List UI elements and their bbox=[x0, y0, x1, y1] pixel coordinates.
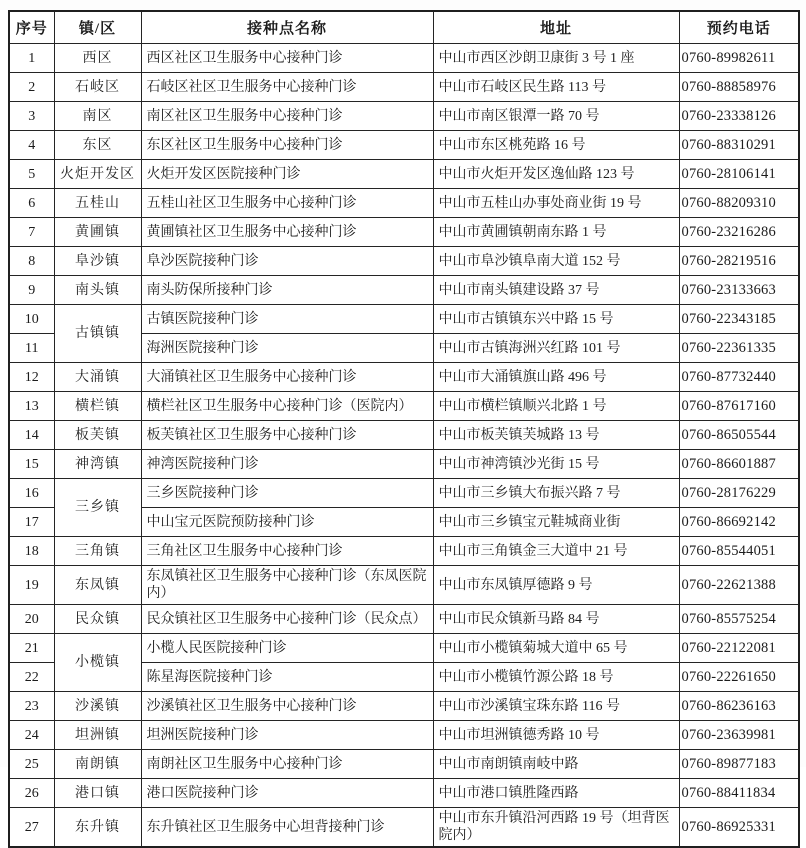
row-number-cell: 4 bbox=[9, 131, 54, 160]
address-cell: 中山市横栏镇顺兴北路 1 号 bbox=[433, 392, 679, 421]
town-cell: 港口镇 bbox=[54, 779, 141, 808]
header-cell-index: 序号 bbox=[9, 11, 54, 44]
address-cell: 中山市小榄镇菊城大道中 65 号 bbox=[433, 634, 679, 663]
site-name-cell: 小榄人民医院接种门诊 bbox=[141, 634, 433, 663]
phone-cell: 0760-23639981 bbox=[679, 721, 799, 750]
town-cell: 西区 bbox=[54, 44, 141, 73]
phone-cell: 0760-88411834 bbox=[679, 779, 799, 808]
row-number-cell: 27 bbox=[9, 808, 54, 848]
address-cell: 中山市东凤镇厚德路 9 号 bbox=[433, 566, 679, 605]
header-cell-address: 地址 bbox=[433, 11, 679, 44]
phone-cell: 0760-88858976 bbox=[679, 73, 799, 102]
phone-cell: 0760-28106141 bbox=[679, 160, 799, 189]
table-header bbox=[9, 11, 799, 44]
site-name-cell: 黄圃镇社区卫生服务中心接种门诊 bbox=[141, 218, 433, 247]
address-cell: 中山市南头镇建设路 37 号 bbox=[433, 276, 679, 305]
phone-cell: 0760-86505544 bbox=[679, 421, 799, 450]
row-number-cell: 6 bbox=[9, 189, 54, 218]
phone-cell: 0760-28176229 bbox=[679, 479, 799, 508]
address-cell: 中山市三乡镇宝元鞋城商业街 bbox=[433, 508, 679, 537]
town-cell: 黄圃镇 bbox=[54, 218, 141, 247]
site-name-cell: 五桂山社区卫生服务中心接种门诊 bbox=[141, 189, 433, 218]
phone-cell: 0760-22261650 bbox=[679, 663, 799, 692]
phone-cell: 0760-89982611 bbox=[679, 44, 799, 73]
address-cell: 中山市东区桃苑路 16 号 bbox=[433, 131, 679, 160]
address-cell: 中山市石岐区民生路 113 号 bbox=[433, 73, 679, 102]
town-cell: 三角镇 bbox=[54, 537, 141, 566]
site-name-cell: 南头防保所接种门诊 bbox=[141, 276, 433, 305]
address-cell: 中山市黄圃镇朝南东路 1 号 bbox=[433, 218, 679, 247]
row-number-cell: 19 bbox=[9, 566, 54, 605]
site-name-cell: 古镇医院接种门诊 bbox=[141, 305, 433, 334]
table-row bbox=[9, 779, 799, 808]
town-cell: 古镇镇 bbox=[54, 305, 141, 363]
phone-cell: 0760-87732440 bbox=[679, 363, 799, 392]
table-row bbox=[9, 189, 799, 218]
row-number-cell: 22 bbox=[9, 663, 54, 692]
town-cell: 东凤镇 bbox=[54, 566, 141, 605]
address-cell: 中山市五桂山办事处商业街 19 号 bbox=[433, 189, 679, 218]
row-number-cell: 13 bbox=[9, 392, 54, 421]
row-number-cell: 17 bbox=[9, 508, 54, 537]
header-row bbox=[9, 11, 799, 44]
town-cell: 阜沙镇 bbox=[54, 247, 141, 276]
phone-cell: 0760-23338126 bbox=[679, 102, 799, 131]
town-cell: 南头镇 bbox=[54, 276, 141, 305]
site-name-cell: 板芙镇社区卫生服务中心接种门诊 bbox=[141, 421, 433, 450]
row-number-cell: 3 bbox=[9, 102, 54, 131]
table-row bbox=[9, 305, 799, 334]
row-number-cell: 21 bbox=[9, 634, 54, 663]
phone-cell: 0760-86601887 bbox=[679, 450, 799, 479]
site-name-cell: 横栏社区卫生服务中心接种门诊（医院内） bbox=[141, 392, 433, 421]
table-row bbox=[9, 605, 799, 634]
site-name-cell: 沙溪镇社区卫生服务中心接种门诊 bbox=[141, 692, 433, 721]
town-cell: 坦洲镇 bbox=[54, 721, 141, 750]
table-row bbox=[9, 276, 799, 305]
phone-cell: 0760-22621388 bbox=[679, 566, 799, 605]
address-cell: 中山市小榄镇竹源公路 18 号 bbox=[433, 663, 679, 692]
address-cell: 中山市东升镇沿河西路 19 号（坦背医院内） bbox=[433, 808, 679, 848]
table-row bbox=[9, 247, 799, 276]
town-cell: 小榄镇 bbox=[54, 634, 141, 692]
address-cell: 中山市大涌镇旗山路 496 号 bbox=[433, 363, 679, 392]
town-cell: 五桂山 bbox=[54, 189, 141, 218]
phone-cell: 0760-86925331 bbox=[679, 808, 799, 848]
row-number-cell: 14 bbox=[9, 421, 54, 450]
site-name-cell: 陈星海医院接种门诊 bbox=[141, 663, 433, 692]
table-row bbox=[9, 218, 799, 247]
address-cell: 中山市阜沙镇阜南大道 152 号 bbox=[433, 247, 679, 276]
row-number-cell: 9 bbox=[9, 276, 54, 305]
table-row bbox=[9, 73, 799, 102]
site-name-cell: 东升镇社区卫生服务中心坦背接种门诊 bbox=[141, 808, 433, 848]
site-name-cell: 港口医院接种门诊 bbox=[141, 779, 433, 808]
row-number-cell: 10 bbox=[9, 305, 54, 334]
header-cell-town: 镇/区 bbox=[54, 11, 141, 44]
row-number-cell: 5 bbox=[9, 160, 54, 189]
site-name-cell: 南朗社区卫生服务中心接种门诊 bbox=[141, 750, 433, 779]
table-row bbox=[9, 566, 799, 605]
table-row bbox=[9, 479, 799, 508]
town-cell: 石岐区 bbox=[54, 73, 141, 102]
address-cell: 中山市神湾镇沙光街 15 号 bbox=[433, 450, 679, 479]
row-number-cell: 12 bbox=[9, 363, 54, 392]
address-cell: 中山市南朗镇南岐中路 bbox=[433, 750, 679, 779]
site-name-cell: 坦洲医院接种门诊 bbox=[141, 721, 433, 750]
town-cell: 火炬开发区 bbox=[54, 160, 141, 189]
table-row bbox=[9, 692, 799, 721]
phone-cell: 0760-23216286 bbox=[679, 218, 799, 247]
site-name-cell: 大涌镇社区卫生服务中心接种门诊 bbox=[141, 363, 433, 392]
site-name-cell: 神湾医院接种门诊 bbox=[141, 450, 433, 479]
address-cell: 中山市西区沙朗卫康街 3 号 1 座 bbox=[433, 44, 679, 73]
row-number-cell: 20 bbox=[9, 605, 54, 634]
address-cell: 中山市古镇海洲兴红路 101 号 bbox=[433, 334, 679, 363]
site-name-cell: 南区社区卫生服务中心接种门诊 bbox=[141, 102, 433, 131]
site-name-cell: 民众镇社区卫生服务中心接种门诊（民众点） bbox=[141, 605, 433, 634]
address-cell: 中山市南区银潭一路 70 号 bbox=[433, 102, 679, 131]
address-cell: 中山市三角镇金三大道中 21 号 bbox=[433, 537, 679, 566]
address-cell: 中山市三乡镇大布振兴路 7 号 bbox=[433, 479, 679, 508]
phone-cell: 0760-23133663 bbox=[679, 276, 799, 305]
town-cell: 三乡镇 bbox=[54, 479, 141, 537]
town-cell: 横栏镇 bbox=[54, 392, 141, 421]
site-name-cell: 西区社区卫生服务中心接种门诊 bbox=[141, 44, 433, 73]
address-cell: 中山市民众镇新马路 84 号 bbox=[433, 605, 679, 634]
phone-cell: 0760-88310291 bbox=[679, 131, 799, 160]
address-cell: 中山市沙溪镇宝珠东路 116 号 bbox=[433, 692, 679, 721]
site-name-cell: 三乡医院接种门诊 bbox=[141, 479, 433, 508]
table-row bbox=[9, 363, 799, 392]
site-name-cell: 海洲医院接种门诊 bbox=[141, 334, 433, 363]
row-number-cell: 2 bbox=[9, 73, 54, 102]
table-row bbox=[9, 808, 799, 848]
phone-cell: 0760-86236163 bbox=[679, 692, 799, 721]
site-name-cell: 东凤镇社区卫生服务中心接种门诊（东凤医院内） bbox=[141, 566, 433, 605]
town-cell: 大涌镇 bbox=[54, 363, 141, 392]
table-row bbox=[9, 634, 799, 663]
site-name-cell: 三角社区卫生服务中心接种门诊 bbox=[141, 537, 433, 566]
table-row bbox=[9, 44, 799, 73]
table-body bbox=[9, 44, 799, 848]
site-name-cell: 石岐区社区卫生服务中心接种门诊 bbox=[141, 73, 433, 102]
row-number-cell: 1 bbox=[9, 44, 54, 73]
town-cell: 东升镇 bbox=[54, 808, 141, 848]
town-cell: 沙溪镇 bbox=[54, 692, 141, 721]
table-row bbox=[9, 160, 799, 189]
row-number-cell: 16 bbox=[9, 479, 54, 508]
phone-cell: 0760-89877183 bbox=[679, 750, 799, 779]
site-name-cell: 火炬开发区医院接种门诊 bbox=[141, 160, 433, 189]
town-cell: 东区 bbox=[54, 131, 141, 160]
header-cell-phone: 预约电话 bbox=[679, 11, 799, 44]
table-row bbox=[9, 450, 799, 479]
town-cell: 南区 bbox=[54, 102, 141, 131]
table-row bbox=[9, 102, 799, 131]
phone-cell: 0760-85544051 bbox=[679, 537, 799, 566]
row-number-cell: 7 bbox=[9, 218, 54, 247]
address-cell: 中山市火炬开发区逸仙路 123 号 bbox=[433, 160, 679, 189]
town-cell: 板芙镇 bbox=[54, 421, 141, 450]
table-row bbox=[9, 131, 799, 160]
phone-cell: 0760-88209310 bbox=[679, 189, 799, 218]
row-number-cell: 26 bbox=[9, 779, 54, 808]
phone-cell: 0760-85575254 bbox=[679, 605, 799, 634]
header-cell-site: 接种点名称 bbox=[141, 11, 433, 44]
site-name-cell: 阜沙医院接种门诊 bbox=[141, 247, 433, 276]
vaccination-sites-table bbox=[8, 10, 800, 848]
site-name-cell: 东区社区卫生服务中心接种门诊 bbox=[141, 131, 433, 160]
table-row bbox=[9, 392, 799, 421]
town-cell: 南朗镇 bbox=[54, 750, 141, 779]
address-cell: 中山市古镇镇东兴中路 15 号 bbox=[433, 305, 679, 334]
site-name-cell: 中山宝元医院预防接种门诊 bbox=[141, 508, 433, 537]
address-cell: 中山市板芙镇芙城路 13 号 bbox=[433, 421, 679, 450]
phone-cell: 0760-86692142 bbox=[679, 508, 799, 537]
row-number-cell: 18 bbox=[9, 537, 54, 566]
row-number-cell: 24 bbox=[9, 721, 54, 750]
row-number-cell: 23 bbox=[9, 692, 54, 721]
table-row bbox=[9, 721, 799, 750]
town-cell: 神湾镇 bbox=[54, 450, 141, 479]
phone-cell: 0760-22122081 bbox=[679, 634, 799, 663]
address-cell: 中山市坦洲镇德秀路 10 号 bbox=[433, 721, 679, 750]
row-number-cell: 11 bbox=[9, 334, 54, 363]
row-number-cell: 25 bbox=[9, 750, 54, 779]
row-number-cell: 15 bbox=[9, 450, 54, 479]
table-row bbox=[9, 750, 799, 779]
address-cell: 中山市港口镇胜隆西路 bbox=[433, 779, 679, 808]
phone-cell: 0760-28219516 bbox=[679, 247, 799, 276]
table-row bbox=[9, 421, 799, 450]
table-row bbox=[9, 537, 799, 566]
row-number-cell: 8 bbox=[9, 247, 54, 276]
phone-cell: 0760-87617160 bbox=[679, 392, 799, 421]
town-cell: 民众镇 bbox=[54, 605, 141, 634]
phone-cell: 0760-22343185 bbox=[679, 305, 799, 334]
phone-cell: 0760-22361335 bbox=[679, 334, 799, 363]
